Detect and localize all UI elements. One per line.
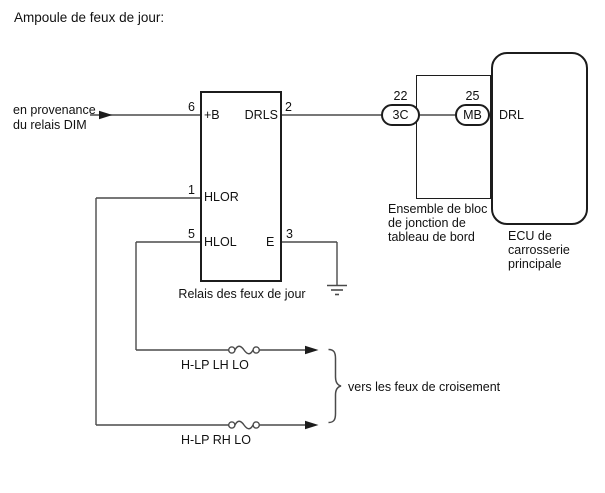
junction-label-line2: de jonction de — [388, 216, 466, 230]
arrow-right-icon — [305, 346, 319, 354]
ecu-label-line3: principale — [508, 257, 562, 271]
pin-number-6: 6 — [188, 100, 195, 114]
circuit-label-rh: H-LP RH LO — [181, 433, 251, 447]
source-note-line1: en provenance — [13, 103, 96, 117]
arrow-right-icon — [99, 111, 113, 119]
page-title: Ampoule de feux de jour: — [14, 10, 165, 25]
connector-mb — [455, 104, 490, 126]
terminal-plus-b: +B — [204, 108, 220, 122]
ecu-label-line1: ECU de — [508, 229, 552, 243]
junction-label-line3: tableau de bord — [388, 230, 475, 244]
fuse-icon — [229, 346, 260, 354]
connector-3c-label: 3C — [392, 108, 409, 122]
circuit-label-lh: H-LP LH LO — [181, 358, 249, 372]
connector-3c — [381, 104, 420, 126]
pin-number-5: 5 — [188, 227, 195, 241]
pin-number-3: 3 — [286, 227, 293, 241]
source-note-line2: du relais DIM — [13, 118, 87, 132]
pin-number-25: 25 — [465, 89, 480, 103]
ecu-label-line2: carrosserie — [508, 243, 570, 257]
terminal-drls: DRLS — [244, 108, 278, 122]
pin-number-1: 1 — [188, 183, 195, 197]
ground-icon — [327, 286, 347, 295]
connector-mb-label: MB — [463, 108, 482, 122]
brace-icon — [329, 350, 342, 423]
terminal-drl: DRL — [499, 108, 525, 122]
arrow-right-icon — [305, 421, 319, 429]
terminal-e: E — [266, 235, 275, 249]
destination-note: vers les feux de croisement — [348, 380, 501, 394]
pin-number-22: 22 — [393, 89, 408, 103]
terminal-hlor: HLOR — [204, 190, 239, 204]
terminal-hlol: HLOL — [204, 235, 237, 249]
junction-label-line1: Ensemble de bloc — [388, 202, 488, 216]
relay-label: Relais des feux de jour — [178, 287, 306, 301]
pin-number-2: 2 — [285, 100, 292, 114]
fuse-icon — [229, 421, 260, 429]
